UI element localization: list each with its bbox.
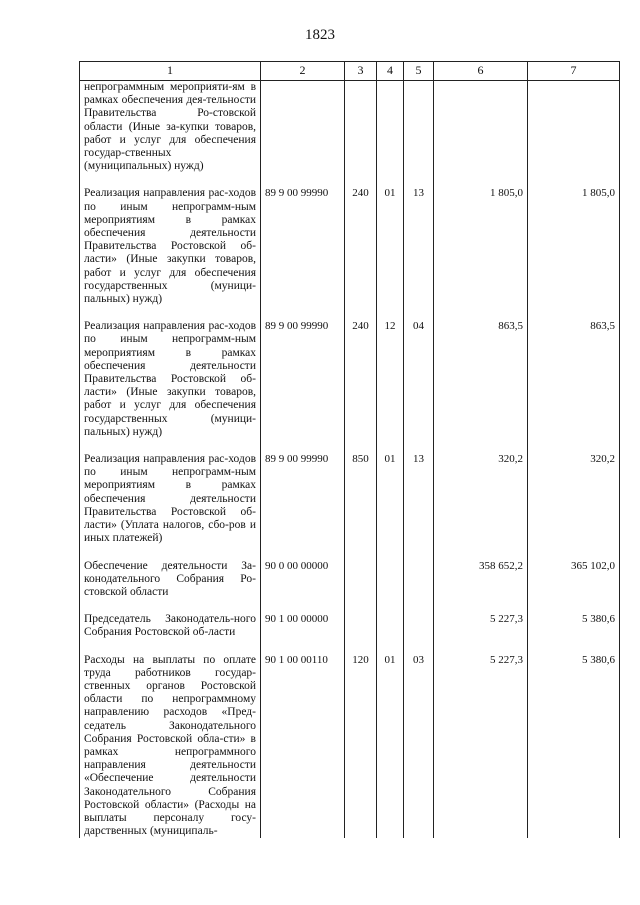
row-rz — [377, 556, 404, 610]
row-name: Председатель Законодатель-ного Собрания Ростовской об-ласти — [80, 609, 261, 649]
row-code: 89 9 00 99990 — [261, 316, 345, 449]
row-code: 90 1 00 00110 — [261, 650, 345, 839]
row-rz: 01 — [377, 183, 404, 316]
row-code: 89 9 00 99990 — [261, 183, 345, 316]
table-row — [80, 449, 620, 555]
row-code: 89 9 00 99990 — [261, 449, 345, 555]
column-header-3: 3 — [345, 62, 377, 81]
row-year2: 365 102,0 — [528, 556, 620, 610]
row-year1 — [434, 81, 528, 184]
column-header-5: 5 — [404, 62, 434, 81]
row-year1: 5 227,3 — [434, 609, 528, 649]
row-year1: 863,5 — [434, 316, 528, 449]
row-name: Расходы на выплаты по оплате труда работников государ-ственных органов Ростовской области по непрограммному направлению расходов «Пред-седатель Законодательного Собрания Ростовской обла-сти» в рамках непрограммного направления деятельности «Обеспечение деятельности Законодательного Собрания Ростовской области» (Расходы на выплаты персоналу госу-дарственных (муниципаль- — [80, 650, 261, 839]
row-name: Реализация направления рас-ходов по иным непрограмм-ным мероприятиям в рамках обеспечения деятельности Правительства Ростовской об-ласти» (Иные закупки товаров, работ и услуг для обеспечения государственных (муници-пальных) нужд) — [80, 316, 261, 449]
column-header-1: 1 — [80, 62, 261, 81]
row-rz: 12 — [377, 316, 404, 449]
row-pr — [404, 81, 434, 184]
row-pr — [404, 609, 434, 649]
row-year2: 5 380,6 — [528, 609, 620, 649]
row-year2: 320,2 — [528, 449, 620, 555]
budget-table — [79, 61, 620, 838]
row-vr — [345, 609, 377, 649]
row-rz — [377, 609, 404, 649]
row-year1: 5 227,3 — [434, 650, 528, 839]
row-pr: 03 — [404, 650, 434, 839]
page-number: 1823 — [305, 27, 335, 43]
row-code: 90 1 00 00000 — [261, 609, 345, 649]
row-name: непрограммным мероприяти-ям в рамках обеспечения дея-тельности Правительства Ро-стовской области (Иные за-купки товаров, работ и услуг для обеспечения государ-ственных (муниципальных) нужд) — [80, 81, 261, 184]
table-row — [80, 650, 620, 839]
row-code — [261, 81, 345, 184]
row-vr — [345, 81, 377, 184]
row-pr — [404, 556, 434, 610]
row-rz: 01 — [377, 449, 404, 555]
table-row — [80, 316, 620, 449]
row-vr: 850 — [345, 449, 377, 555]
row-year2: 5 380,6 — [528, 650, 620, 839]
row-pr: 04 — [404, 316, 434, 449]
row-rz — [377, 81, 404, 184]
column-header-4: 4 — [377, 62, 404, 81]
column-header-2: 2 — [261, 62, 345, 81]
row-rz: 01 — [377, 650, 404, 839]
row-name: Обеспечение деятельности За-конодательного Собрания Ро-стовской области — [80, 556, 261, 610]
table-row — [80, 609, 620, 649]
row-code: 90 0 00 00000 — [261, 556, 345, 610]
row-name: Реализация направления рас-ходов по иным непрограмм-ным мероприятиям в рамках обеспечения деятельности Правительства Ростовской об-ласти» (Иные закупки товаров, работ и услуг для обеспечения государственных (муници-пальных) нужд) — [80, 183, 261, 316]
row-year1: 1 805,0 — [434, 183, 528, 316]
table-row — [80, 556, 620, 610]
row-name: Реализация направления рас-ходов по иным непрограмм-ным мероприятиям в рамках обеспечения деятельности Правительства Ростовской об-ласти» (Уплата налогов, сбо-ров и иных платежей) — [80, 449, 261, 555]
row-year2: 863,5 — [528, 316, 620, 449]
row-vr: 120 — [345, 650, 377, 839]
table-row — [80, 81, 620, 184]
row-year2: 1 805,0 — [528, 183, 620, 316]
row-year1: 320,2 — [434, 449, 528, 555]
row-pr: 13 — [404, 449, 434, 555]
row-year2 — [528, 81, 620, 184]
row-year1: 358 652,2 — [434, 556, 528, 610]
table-row — [80, 183, 620, 316]
column-header-7: 7 — [528, 62, 620, 81]
table-header-row — [80, 62, 620, 81]
column-header-6: 6 — [434, 62, 528, 81]
row-vr — [345, 556, 377, 610]
row-pr: 13 — [404, 183, 434, 316]
row-vr: 240 — [345, 316, 377, 449]
row-vr: 240 — [345, 183, 377, 316]
